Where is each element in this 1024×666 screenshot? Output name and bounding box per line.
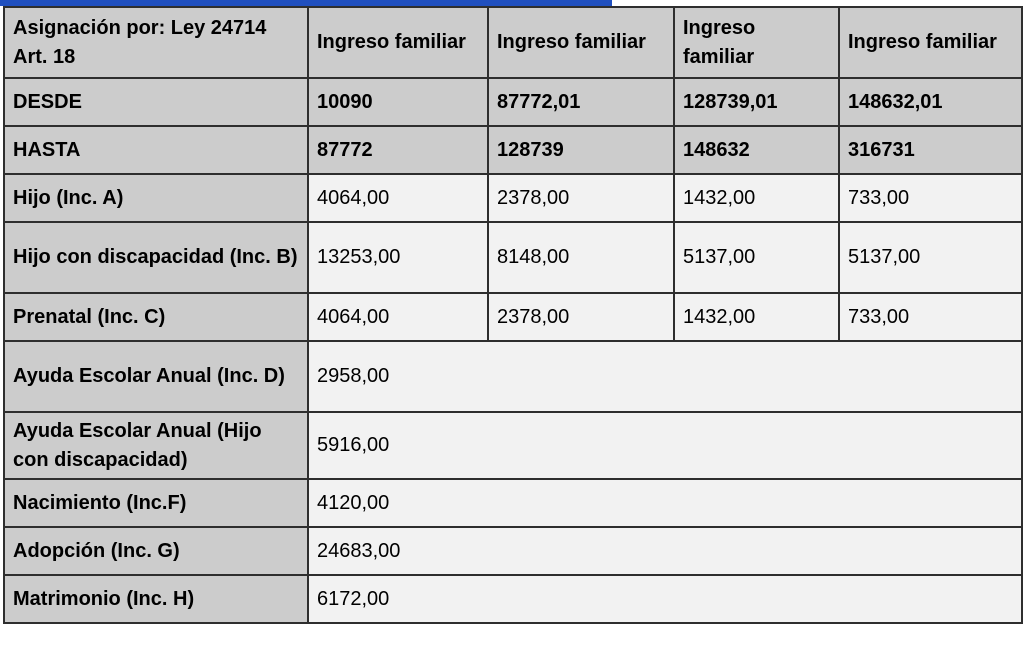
row-label-ayuda-escolar-discapacidad: Ayuda Escolar Anual (Hijo con discapacidad) <box>4 412 308 479</box>
table-row-hijo <box>4 174 1022 222</box>
prenatal-value-3: 1432,00 <box>674 293 839 341</box>
hijo-value-1: 4064,00 <box>308 174 488 222</box>
ayuda-escolar-discapacidad-value: 5916,00 <box>308 412 1022 479</box>
row-label-nacimiento: Nacimiento (Inc.F) <box>4 479 308 527</box>
hijo-discapacidad-value-1: 13253,00 <box>308 222 488 293</box>
row-label-hasta: HASTA <box>4 126 308 174</box>
table-row-ayuda-escolar-discapacidad <box>4 412 1022 479</box>
desde-value-2: 87772,01 <box>488 78 674 126</box>
table-row-matrimonio <box>4 575 1022 623</box>
hijo-discapacidad-value-3: 5137,00 <box>674 222 839 293</box>
hasta-value-2: 128739 <box>488 126 674 174</box>
row-label-hijo: Hijo (Inc. A) <box>4 174 308 222</box>
hasta-value-3: 148632 <box>674 126 839 174</box>
ayuda-escolar-value: 2958,00 <box>308 341 1022 412</box>
column-header-3: Ingreso familiar <box>674 7 839 78</box>
row-label-ayuda-escolar: Ayuda Escolar Anual (Inc. D) <box>4 341 308 412</box>
column-header-1: Ingreso familiar <box>308 7 488 78</box>
table-row-adopcion <box>4 527 1022 575</box>
table-row-hijo-discapacidad <box>4 222 1022 293</box>
table-row-prenatal <box>4 293 1022 341</box>
hijo-value-3: 1432,00 <box>674 174 839 222</box>
desde-value-4: 148632,01 <box>839 78 1022 126</box>
prenatal-value-4: 733,00 <box>839 293 1022 341</box>
hijo-value-4: 733,00 <box>839 174 1022 222</box>
table-row-desde <box>4 78 1022 126</box>
row-label-hijo-discapacidad: Hijo con discapacidad (Inc. B) <box>4 222 308 293</box>
prenatal-value-1: 4064,00 <box>308 293 488 341</box>
table-row-hasta <box>4 126 1022 174</box>
adopcion-value: 24683,00 <box>308 527 1022 575</box>
prenatal-value-2: 2378,00 <box>488 293 674 341</box>
row-label-adopcion: Adopción (Inc. G) <box>4 527 308 575</box>
row-label-desde: DESDE <box>4 78 308 126</box>
hijo-value-2: 2378,00 <box>488 174 674 222</box>
row-label-prenatal: Prenatal (Inc. C) <box>4 293 308 341</box>
table-row-ayuda-escolar <box>4 341 1022 412</box>
table-header-row <box>4 7 1022 78</box>
table-row-nacimiento <box>4 479 1022 527</box>
column-header-2: Ingreso familiar <box>488 7 674 78</box>
asignaciones-table <box>3 6 1023 624</box>
hasta-value-4: 316731 <box>839 126 1022 174</box>
header-label-cell: Asignación por: Ley 24714 Art. 18 <box>4 7 308 78</box>
desde-value-3: 128739,01 <box>674 78 839 126</box>
desde-value-1: 10090 <box>308 78 488 126</box>
hijo-discapacidad-value-4: 5137,00 <box>839 222 1022 293</box>
matrimonio-value: 6172,00 <box>308 575 1022 623</box>
row-label-matrimonio: Matrimonio (Inc. H) <box>4 575 308 623</box>
column-header-4: Ingreso familiar <box>839 7 1022 78</box>
hasta-value-1: 87772 <box>308 126 488 174</box>
hijo-discapacidad-value-2: 8148,00 <box>488 222 674 293</box>
nacimiento-value: 4120,00 <box>308 479 1022 527</box>
